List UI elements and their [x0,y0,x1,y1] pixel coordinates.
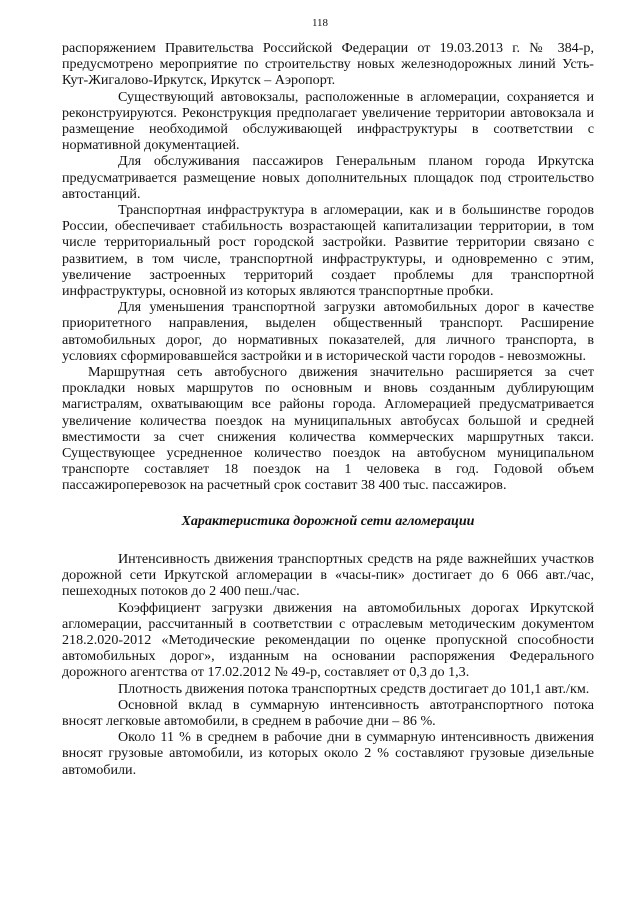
paragraph-public-transport: Для уменьшения транспортной загрузки автомобильных дорог в качестве приоритетного направления, выделен общественный транспорт. Расширение автомобильных дорог, до нормативных показателей, для личного транспорта, в условиях сформировавшейся застройки и в исторической части городов - невозможны. [62,299,594,364]
paragraph-bus-routes: Маршрутная сеть автобусного движения значительно расширяется за счет прокладки новых маршрутов по основным и вновь созданным дублирующим магистралям, охватывающим все районы города. Агломерацией предусматривается увеличение количества поездок на муниципальных автобусах большой и средней вместимости за счет снижения количества коммерческих маршрутных такси. Существующее усредненное количество поездок на автобусном муниципальном транспорте составляет 18 поездок на 1 человека в год. Годовой объем пассажироперевозок на расчетный срок составит 38 400 тыс. пассажиров. [62,364,594,494]
paragraph-trucks: Около 11 % в среднем в рабочие дни в суммарную интенсивность движения вносят грузовые автомобили, из которых около 2 % составляют грузовые дизельные автомобили. [62,729,594,778]
section-heading: Характеристика дорожной сети агломерации [181,512,475,529]
paragraph-passenger-cars: Основной вклад в суммарную интенсивность автотранспортного потока вносят легковые автомобили, в среднем в рабочие дни – 86 %. [62,696,594,729]
paragraph-transport-infrastructure: Транспортная инфраструктура в агломерации, как и в большинстве городов России, обеспечивает стабильность возрастающей капитализации территории, в том числе территориальный рост городской застройки. Развитие территории связано с развитием, в том числе, транспортной инфраструктуры, и одновременно с этим, увеличение застроенных территорий создает проблемы для транспортной инфраструктуры, основной из которых являются транспортные пробки. [62,202,594,300]
paragraph-railway-continuation: распоряжением Правительства Российской Федерации от 19.03.2013 г. № 384-р, предусмотрено мероприятие по строительству новых железнодорожных линий Усть-Кут-Жигалово-Иркутск, Иркутск – Аэропорт. [62,40,594,89]
paragraph-traffic-intensity: Интенсивность движения транспортных средств на ряде важнейших участков дорожной сети Иркутской агломерации в «часы-пик» достигает до 6 066 авт./час, пешеходных потоков до 2 400 пеш./час. [62,550,594,600]
paragraph-new-stations: Для обслуживания пассажиров Генеральным планом города Иркутска предусматривается размещение новых дополнительных площадок под строительство автостанций. [62,153,594,202]
document-body [62,40,594,778]
page-number: 118 [311,17,329,29]
paragraph-bus-stations: Существующий автовокзалы, расположенные в агломерации, сохраняется и реконструируются. Реконструкция предполагает увеличение территории автовокзала и размещение необходимой обслуживающей инфраструктуры в соответствии с нормативной документацией. [62,88,594,154]
paragraph-load-coefficient: Коэффициент загрузки движения на автомобильных дорогах Иркутской агломерации, рассчитанный в соответствии с отраслевым методическим документом 218.2.020-2012 «Методические рекомендации по оценке пропускной способности автомобильных дорог», изданным на основании распоряжения Федерального дорожного агентства от 17.02.2012 № 49-р, составляет от 0,3 до 1,3. [62,599,594,681]
paragraph-traffic-density: Плотность движения потока транспортных средств достигает до 101,1 авт./км. [118,680,590,697]
